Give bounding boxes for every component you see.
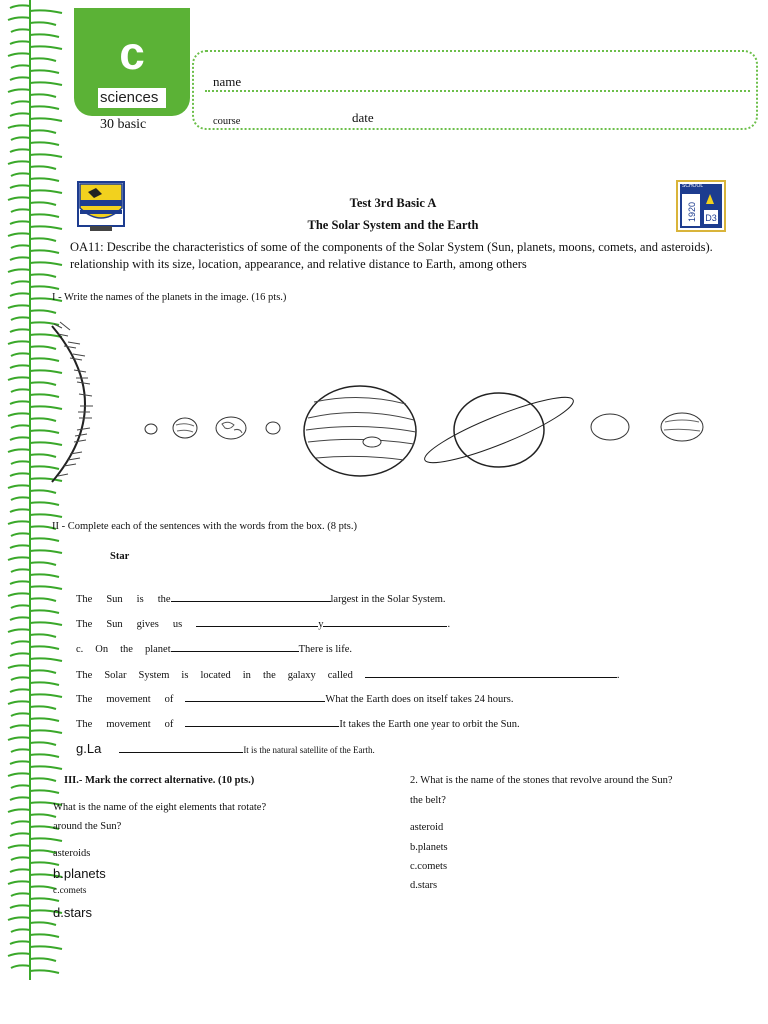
logo-text: SCHOOL (682, 183, 704, 189)
q2-option-b[interactable]: b.planets (410, 842, 448, 853)
badge-letter: c (119, 27, 145, 79)
sentence-1: The Sun is the largest in the Solar System. (76, 590, 446, 605)
sentence-7: g.La It is the natural satellite of the Earth. (76, 741, 375, 756)
q1-option-a[interactable]: asteroids (53, 848, 91, 859)
svg-text:1920: 1920 (687, 201, 697, 223)
level-label: 30 basic (100, 117, 147, 132)
sentence-4: The Solar System is located in the galaxy called . (76, 666, 619, 681)
info-divider (205, 90, 750, 92)
planet-uranus (591, 414, 629, 440)
blank-5[interactable] (185, 690, 325, 702)
q2-option-c[interactable]: c.comets (410, 861, 448, 872)
section3-heading: III.- Mark the correct alternative. (10 pts.) (64, 775, 255, 786)
q1-option-c[interactable]: c.comets (53, 886, 87, 896)
subject-label: sciences (98, 88, 166, 108)
q2-text-line1: 2. What is the name of the stones that revolve around the Sun? (410, 775, 673, 786)
section2-heading: II - Complete each of the sentences with the words from the box. (8 pts.) (52, 521, 357, 532)
q1-option-d[interactable]: d.stars (53, 905, 93, 920)
blank-1[interactable] (171, 590, 331, 602)
q2-option-a[interactable]: asteroid (410, 822, 444, 833)
solar-system-illustration (50, 318, 740, 490)
q1-option-b[interactable]: b.planets (53, 866, 106, 881)
q1-text-line1: What is the name of the eight elements that rotate? (53, 802, 267, 813)
blank-2b[interactable] (323, 615, 447, 627)
test-title: Test 3rd Basic A (349, 196, 437, 210)
blank-4[interactable] (365, 666, 617, 678)
q2-option-d[interactable]: d.stars (410, 880, 438, 891)
course-label: course (213, 116, 241, 127)
blank-6[interactable] (185, 715, 339, 727)
word-box-star: Star (110, 551, 130, 562)
sun-rays (54, 322, 93, 476)
school-crest-left-icon (76, 180, 132, 232)
sun-drawing (52, 326, 85, 482)
date-label: date (352, 110, 374, 125)
planet-jupiter (304, 386, 416, 476)
sentence-2: The Sun gives us y . (76, 615, 450, 630)
planet-mars (266, 422, 280, 434)
blank-2a[interactable] (196, 615, 318, 627)
q2-text-line2: the belt? (410, 795, 446, 806)
sentence-3: c. On the planet There is life. (76, 640, 352, 655)
blank-3[interactable] (171, 640, 299, 652)
blank-7[interactable] (119, 741, 243, 753)
planet-venus (173, 418, 197, 438)
section1-heading: I - Write the names of the planets in the image. (16 pts.) (52, 292, 287, 303)
q1-text-line2: around the Sun? (53, 821, 122, 832)
learning-objective: OA11: Describe the characteristics of some of the components of the Solar System (Sun, planets, moons, comets, and asteroids). relationship with its size, location, appearance, and relative distance to Earth, among others (70, 240, 713, 271)
sentence-5: The movement of What the Earth does on itself takes 24 hours. (76, 690, 513, 705)
planet-neptune (661, 413, 703, 441)
test-subtitle: The Solar System and the Earth (307, 218, 479, 232)
svg-text:D3: D3 (705, 213, 717, 223)
planet-mercury (145, 424, 157, 434)
name-label: name (213, 74, 242, 89)
sentence-6: The movement of It takes the Earth one year to orbit the Sun. (76, 715, 520, 730)
